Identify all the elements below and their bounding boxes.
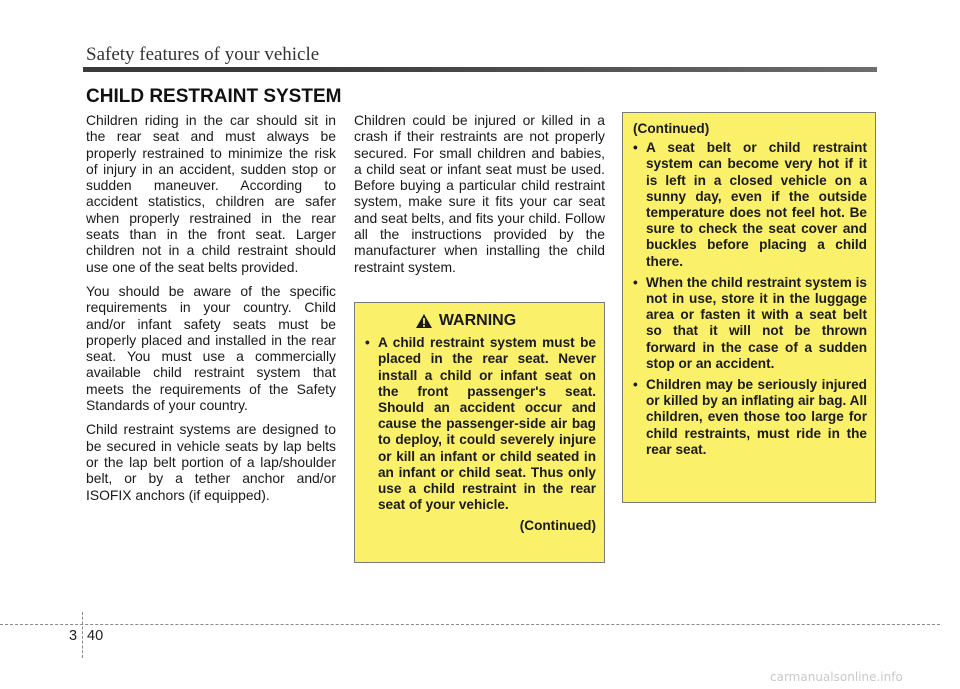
warning-triangle-icon bbox=[415, 313, 433, 329]
section-title: CHILD RESTRAINT SYSTEM bbox=[86, 86, 342, 107]
footer-divider bbox=[82, 612, 83, 658]
warning-heading-text: WARNING bbox=[438, 312, 517, 329]
bullet-item: • When the child restraint system is not in use, store it in the luggage area or fasten it with a seat belt so that it will not be thrown forward in the case of a sudden stop or an accident. bbox=[633, 275, 867, 372]
paragraph: Children riding in the car should sit in the rear seat and must always be properly restrained to minimize the risk of injury in an accident, sudden stop or sudden maneuver. According to accident statistics, children are safer when properly restrained in the rear seats than in the front seat. Larger children not in a child restraint should use one of the seat belts provided. bbox=[86, 112, 336, 275]
footer-rule bbox=[0, 624, 940, 625]
paragraph: Children could be injured or killed in a crash if their restraints are not properly secured. For small children and babies, a child seat or infant seat must be used. Before buying a particular child restraint system, make sure it fits your car seat and seat belts, and fits your child. Follow all the instructions provided by the manufacturer when installing the child restraint system. bbox=[354, 112, 605, 275]
paragraph: Child restraint systems are designed to be secured in vehicle seats by lap belts or the lap belt portion of a lap/shoulder belt, or by a tether anchor and/or ISOFIX anchors (if equipped). bbox=[86, 421, 336, 503]
bullet-item: • Children may be seriously injured or killed by an inflating air bag. All children, even those too large for child restraints, must ride in the rear seat. bbox=[633, 377, 867, 458]
bullet-item: • A child restraint system must be placed in the rear seat. Never install a child or infant seat on the front passenger's seat. Should an accident occur and cause the passenger-side air bag to deploy, it could severely injure or kill an infant or child seated in an infant or child seat. Thus only use a child restraint in the rear seat of your vehicle. bbox=[365, 335, 596, 513]
continued-label: (Continued) bbox=[633, 121, 710, 136]
warning-bullets bbox=[365, 335, 596, 513]
column-1 bbox=[86, 112, 336, 511]
warning-heading bbox=[365, 313, 596, 329]
chapter-number: 3 bbox=[69, 628, 78, 644]
paragraph: You should be aware of the specific requirements in your country. Child and/or infant safety seats must be properly placed and installed in the rear seat. You must use a commercially available child restraint system that meets the requirements of the Safety Standards of your country. bbox=[86, 282, 336, 414]
warning-box bbox=[354, 302, 605, 563]
column-2 bbox=[354, 112, 605, 283]
bullet-item: • A seat belt or child restraint system can become very hot if it is left in a closed vehicle on a sunny day, even if the outside temperature does not feel hot. Be sure to check the seat cover and buckles before placing a child there. bbox=[633, 140, 867, 270]
running-header: Safety features of your vehicle bbox=[86, 44, 320, 65]
continued-label: (Continued) bbox=[519, 518, 596, 534]
continued-bullets bbox=[633, 140, 867, 458]
continued-warning-box bbox=[622, 112, 876, 503]
watermark: carmanualsonline.info bbox=[770, 670, 903, 684]
header-rule bbox=[83, 67, 877, 72]
page-number: 40 bbox=[87, 628, 104, 644]
